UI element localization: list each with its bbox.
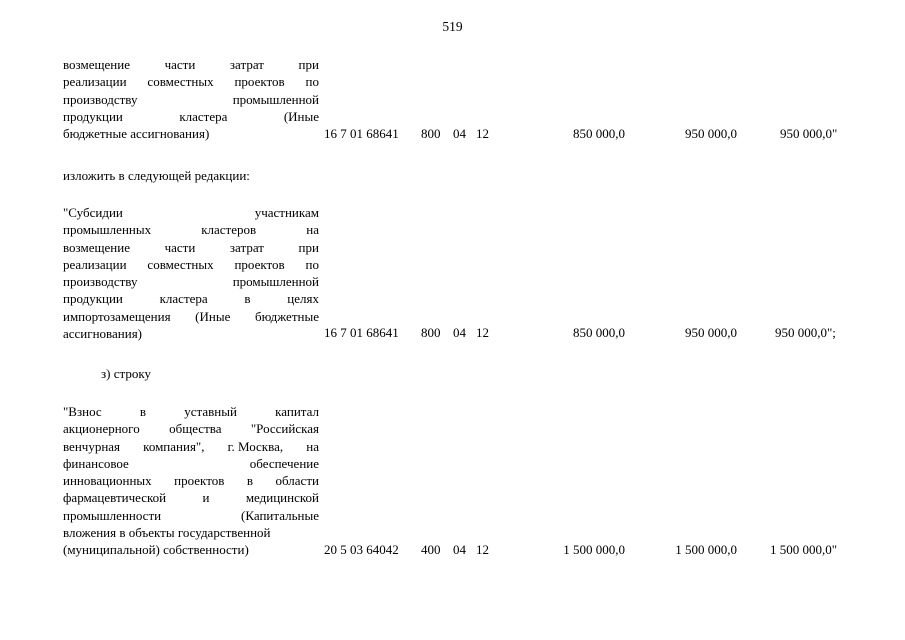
row3-values [0,541,905,558]
description-word: целях [287,291,319,307]
description-word: продукции [63,108,123,124]
description-word: кластера [159,291,208,307]
description-line [63,472,319,489]
row2-description [63,204,319,342]
description-line [63,403,319,420]
row1-vr-code: 800 [421,126,441,141]
description-word: части [164,239,196,255]
description-word: проектов [174,473,225,489]
description-word: медицинской [245,490,319,506]
row2-sum-2: 950 000,0 [685,325,737,340]
row1-sum-1: 850 000,0 [573,126,625,141]
description-word: (Иные [195,308,231,324]
description-word: производству [63,91,138,107]
description-word: "Российская [250,421,319,437]
description-word: акционерного [63,421,140,437]
description-word: общества [169,421,222,437]
description-line [63,308,319,325]
description-word: затрат [229,57,264,72]
description-word: и [202,490,210,506]
item-z-text: з) строку [101,366,151,381]
row3-vr-code: 400 [421,542,441,557]
row2-pr-code: 12 [476,325,489,340]
description-word: возмещение [63,57,130,72]
description-word: в [244,291,251,307]
description-word: части [164,57,196,72]
description-line [63,221,319,238]
row1-sum-2: 950 000,0 [685,126,737,141]
description-word: промышленной [232,91,319,107]
description-word: г. Москва, [227,438,284,454]
row2-sum-1: 850 000,0 [573,325,625,340]
description-line [63,524,319,541]
description-word: ассигнования) [63,326,143,342]
description-word: (муниципальной) собственности) [63,542,249,558]
row2-rz-code: 04 [453,325,466,340]
description-word: на [306,438,319,454]
description-word: (Капитальные [241,507,319,523]
description-word: в [139,404,147,419]
description-word: совместных [147,74,214,90]
description-line [63,204,319,221]
description-word: "Взнос [63,404,102,419]
row3-sum-1: 1 500 000,0 [563,542,625,557]
row2-sum-3: 950 000,0"; [775,325,836,340]
description-word: капитал [275,404,319,419]
description-line [63,273,319,290]
description-word: "Субсидии [63,205,123,220]
description-line [63,290,319,307]
description-word: кластера [179,108,228,124]
description-line [63,420,319,437]
description-word: обеспечение [249,455,319,471]
row3-rz-code: 04 [453,542,466,557]
description-word: инновационных [63,473,152,489]
description-word: промышленности [63,507,162,523]
description-word: в [246,473,253,489]
description-line [63,73,319,90]
description-word: совместных [147,256,214,272]
row3-pr-code: 12 [476,542,489,557]
description-line [63,108,319,125]
row3-csr-code: 20 5 03 64042 [324,542,399,557]
description-word: при [298,239,319,255]
row1-pr-code: 12 [476,126,489,141]
page-number: 519 [442,19,463,34]
description-word: импортозамещения [63,308,171,324]
row2-csr-code: 16 7 01 68641 [324,325,399,340]
description-word: затрат [229,239,264,255]
description-word: промышленных [63,222,152,238]
description-line [63,91,319,108]
row1-csr-code: 16 7 01 68641 [324,126,399,141]
description-word: на [306,222,319,238]
row1-sum-3: 950 000,0" [780,126,838,141]
description-word: по [305,256,319,272]
row2-vr-code: 800 [421,325,441,340]
description-word: возмещение [63,239,130,255]
row3-sum-3: 1 500 000,0" [770,542,838,557]
description-word: при [298,57,319,72]
description-word: уставный [184,404,237,419]
description-line [63,489,319,506]
description-word: венчурная [63,438,121,454]
row3-description [63,403,319,559]
description-line [63,507,319,524]
row1-rz-code: 04 [453,126,466,141]
description-word: реализации [63,256,127,272]
description-line [63,239,319,256]
description-line [63,438,319,455]
description-word: производству [63,274,138,290]
row1-values [0,125,905,142]
description-word: проектов [234,74,285,90]
description-word: кластеров [201,222,257,238]
description-word: проектов [234,256,285,272]
description-word: области [275,473,319,489]
description-word: (Иные [283,108,319,124]
description-word: финансовое [63,455,129,471]
description-word: реализации [63,74,127,90]
instruction-text: изложить в следующей редакции: [63,168,250,183]
row2-values [0,324,905,341]
description-line [63,56,319,73]
description-word: по [305,74,319,90]
description-word: фармацевтической [63,490,167,506]
description-word: бюджетные ассигнования) [63,126,210,142]
description-line [63,455,319,472]
description-line [63,256,319,273]
description-word: вложения в объекты государственной [63,525,271,541]
description-word: бюджетные [254,308,319,324]
description-word: участникам [254,205,319,220]
description-word: промышленной [232,274,319,290]
description-word: компания", [143,438,205,454]
row3-sum-2: 1 500 000,0 [675,542,737,557]
description-word: продукции [63,291,123,307]
